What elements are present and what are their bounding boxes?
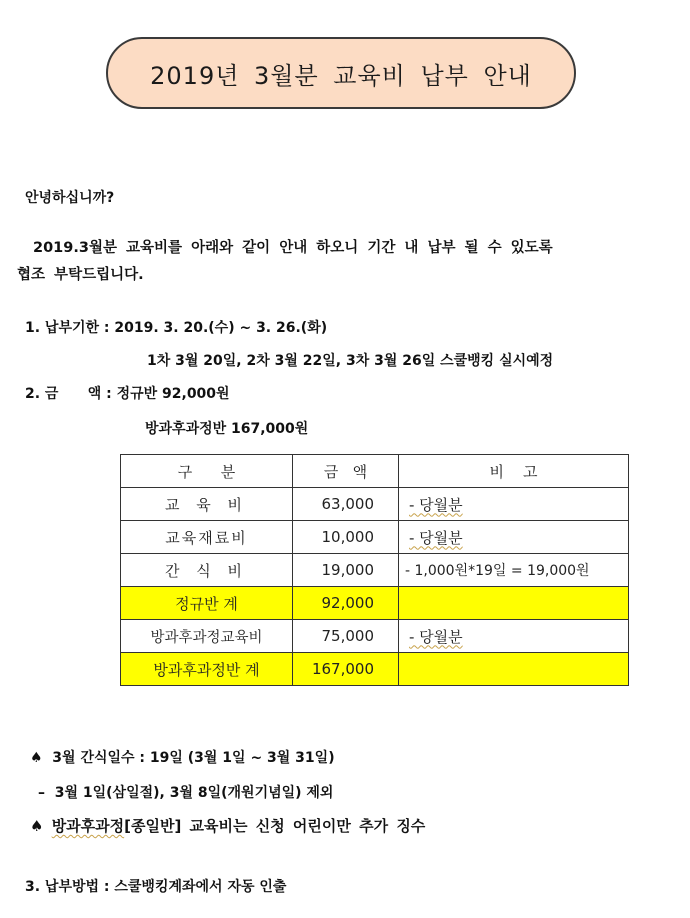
payment-method: 3. 납부방법 : 스쿨뱅킹계좌에서 자동 인출 — [25, 879, 287, 895]
row-category: 간 식 비 — [121, 554, 293, 587]
table-row — [121, 521, 629, 554]
row-note: - 당월분 — [399, 620, 629, 653]
table-row-subtotal — [121, 587, 629, 620]
amount-label: 2. 금 액 : 정규반 92,000원 — [25, 386, 230, 402]
row-amount: 167,000 — [293, 653, 399, 686]
row-category: 방과후과정교육비 — [121, 620, 293, 653]
amount-detail: 방과후과정반 167,000원 — [145, 421, 309, 437]
row-amount: 63,000 — [293, 488, 399, 521]
table-row — [121, 488, 629, 521]
table-header-row — [121, 455, 629, 488]
row-note: - 1,000원*19일 = 19,000원 — [399, 554, 629, 587]
table-row-total — [121, 653, 629, 686]
title-banner — [106, 37, 576, 109]
note-afterschool — [30, 815, 425, 836]
row-category: 정규반 계 — [121, 587, 293, 620]
greeting: 안녕하십니까? — [25, 190, 115, 206]
spade-icon: ♠ — [30, 817, 44, 835]
table-row — [121, 554, 629, 587]
row-note — [399, 587, 629, 620]
row-amount: 92,000 — [293, 587, 399, 620]
page-title: 2019년 3월분 교육비 납부 안내 — [150, 61, 532, 90]
due-date-detail: 1차 3월 20일, 2차 3월 22일, 3차 3월 26일 스쿨뱅킹 실시예정 — [147, 353, 554, 369]
note-afterschool-term: 방과후과정 — [51, 817, 125, 835]
row-amount: 75,000 — [293, 620, 399, 653]
row-note: - 당월분 — [399, 521, 629, 554]
note-snack-days: ♠ 3월 간식일수 : 19일 (3월 1일 ~ 3월 31일) — [30, 750, 335, 766]
row-note — [399, 653, 629, 686]
row-category: 방과후과정반 계 — [121, 653, 293, 686]
row-category: 교 육 비 — [121, 488, 293, 521]
intro-line-2: 협조 부탁드립니다. — [17, 267, 144, 283]
header-amount: 금 액 — [293, 455, 399, 488]
row-amount: 10,000 — [293, 521, 399, 554]
note-excluded-days: – 3월 1일(삼일절), 3월 8일(개원기념일) 제외 — [38, 785, 334, 801]
due-date-label: 1. 납부기한 : 2019. 3. 20.(수) ~ 3. 26.(화) — [25, 320, 328, 336]
note-afterschool-text: [종일반] 교육비는 신청 어린이만 추가 징수 — [124, 817, 426, 835]
header-note: 비 고 — [399, 455, 629, 488]
fee-table — [120, 454, 629, 686]
row-note: - 당월분 — [399, 488, 629, 521]
row-amount: 19,000 — [293, 554, 399, 587]
table-row — [121, 620, 629, 653]
header-category: 구 분 — [121, 455, 293, 488]
row-category: 교육재료비 — [121, 521, 293, 554]
intro-line-1: 2019.3월분 교육비를 아래와 같이 안내 하오니 기간 내 납부 될 수 있도록 — [33, 240, 553, 256]
